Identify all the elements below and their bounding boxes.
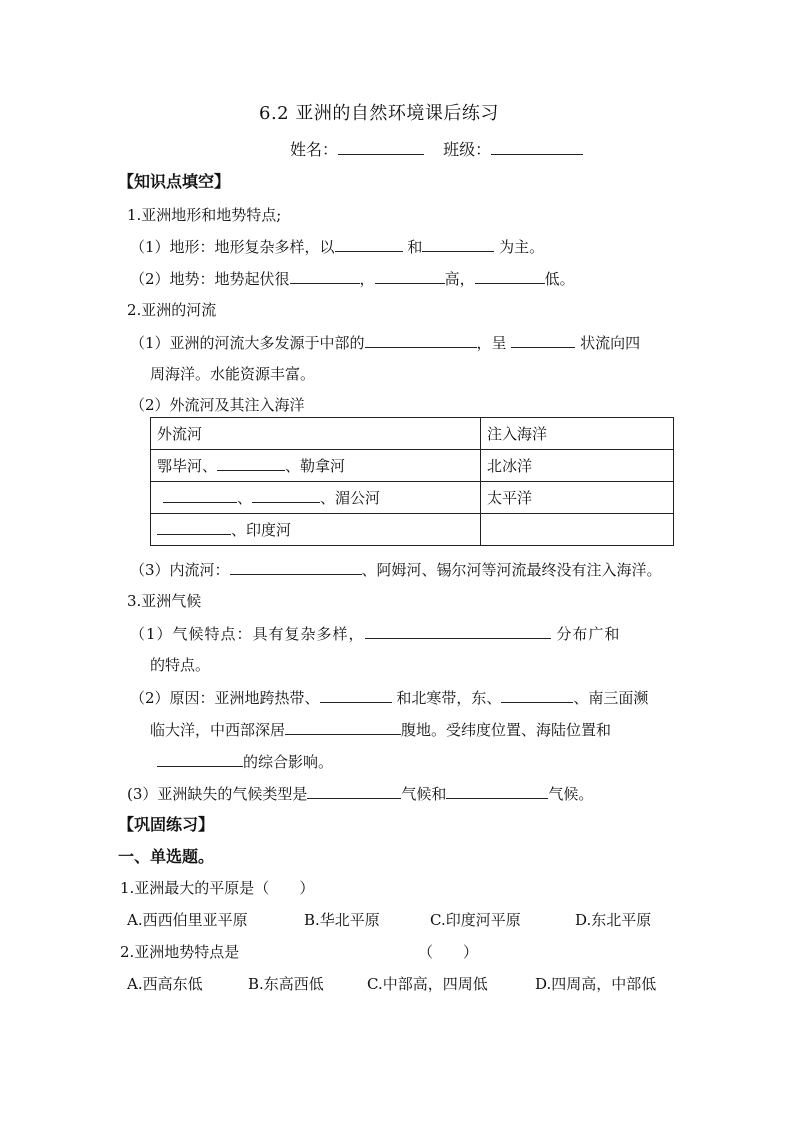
class-blank[interactable] [491,139,583,155]
text: （1）地形：地形复杂多样，以 [130,238,335,256]
text: 、印度河 [231,521,292,539]
table-cell [151,514,481,546]
name-blank[interactable] [338,139,424,155]
question-3-2-cont [150,719,611,740]
text: （2）地势：地势起伏很 [130,270,290,288]
text: (3）亚洲缺失的气候类型是 [127,785,308,803]
question-2-3 [130,559,662,580]
fill-blank[interactable] [511,332,575,348]
text: 、阿姆河、锡尔河等河流最终没有注入海洋。 [361,561,662,579]
question-2-heading: 2.亚洲的河流 [127,301,217,319]
text: 气候和 [401,785,447,803]
section-knowledge-fill: 【知识点填空】 [118,172,231,191]
question-3-1 [130,623,620,644]
table-header-river: 外流河 [151,418,481,450]
fill-blank[interactable] [163,487,237,503]
fill-blank[interactable] [230,559,362,575]
mc-question-2-paren: （ ） [418,943,479,961]
question-2-2: （2）外流河及其注入海洋 [130,396,305,414]
text: 鄂毕河、 [157,457,218,475]
mc-option[interactable]: B.东高西低 [248,975,324,993]
text: 和 [407,238,423,256]
text: 的综合影响。 [243,753,334,771]
question-3-3 [127,783,593,804]
mc-option[interactable]: D.东北平原 [575,911,652,929]
mc-option[interactable]: D.四周高，中部低 [535,975,657,993]
fill-blank[interactable] [365,332,477,348]
text: 分布广和 [556,625,621,643]
section-single-choice: 一、单选题。 [118,847,215,866]
fill-blank[interactable] [157,751,243,767]
question-2-1 [130,332,640,353]
text: ， [359,270,375,288]
text: 状流向四 [580,334,641,352]
fill-blank[interactable] [217,455,285,471]
text: 腹地。受纬度位置、海陆位置和 [401,721,612,739]
mc-option[interactable]: C.印度河平原 [430,911,521,929]
table-header-ocean: 注入海洋 [481,418,674,450]
table-row [151,418,674,450]
text: 、湄公河 [320,489,381,507]
text: 高， [444,270,475,288]
mc-option[interactable]: C.中部高，四周低 [367,975,488,993]
table-cell: 北冰洋 [481,450,674,482]
question-1-heading: 1.亚洲地形和地势特点; [127,206,282,224]
text: 低。 [544,270,575,288]
mc-question-2-stem: 2.亚洲地势特点是 [120,943,240,961]
question-3-2-cont2 [157,751,333,772]
fill-blank[interactable] [422,236,494,252]
fill-blank[interactable] [157,519,231,535]
text: 为主。 [499,238,545,256]
mc-option[interactable]: B.华北平原 [304,911,380,929]
fill-blank[interactable] [290,268,360,284]
question-3-1-cont: 的特点。 [150,656,211,674]
text: ，呈 [476,334,507,352]
river-ocean-table [150,417,674,546]
table-cell [151,450,481,482]
text: 气候。 [548,785,594,803]
table-row [151,482,674,514]
text: （2）原因：亚洲地跨热带、 [130,689,320,707]
page-title: 6.2 亚洲的自然环境课后练习 [259,103,499,124]
table-cell [151,482,481,514]
fill-blank[interactable] [285,719,401,735]
question-1-1 [130,236,544,257]
fill-blank[interactable] [335,236,403,252]
name-class-line [290,139,583,160]
fill-blank[interactable] [252,487,320,503]
mc-option[interactable]: A.西高东低 [127,975,203,993]
question-3-2 [130,687,648,708]
text: （1）气候特点：具有复杂多样， [130,625,365,643]
text: （1）亚洲的河流大多发源于中部的 [130,334,365,352]
table-row [151,514,674,546]
text: 、勒拿河 [285,457,346,475]
table-cell [481,514,674,546]
fill-blank[interactable] [320,687,392,703]
mc-question-1-stem: 1.亚洲最大的平原是（ ） [120,879,315,897]
name-label: 姓名： [290,140,339,159]
fill-blank[interactable] [475,268,545,284]
text: （3）内流河： [130,561,230,579]
fill-blank[interactable] [365,623,551,639]
fill-blank[interactable] [501,687,573,703]
text: 临大洋，中西部深居 [150,721,286,739]
class-label: 班级： [443,140,492,159]
question-1-2 [130,268,575,289]
section-practice: 【巩固练习】 [118,815,215,834]
table-cell: 太平洋 [481,482,674,514]
mc-option[interactable]: A.西西伯里亚平原 [127,911,248,929]
text: 和北寒带，东、 [396,689,502,707]
fill-blank[interactable] [307,783,401,799]
text: 、南三面濒 [573,689,649,707]
question-3-heading: 3.亚洲气候 [127,592,202,610]
table-row [151,450,674,482]
question-2-1-cont: 周海洋。水能资源丰富。 [150,365,316,383]
fill-blank[interactable] [446,783,548,799]
fill-blank[interactable] [375,268,445,284]
text: 、 [237,489,253,507]
